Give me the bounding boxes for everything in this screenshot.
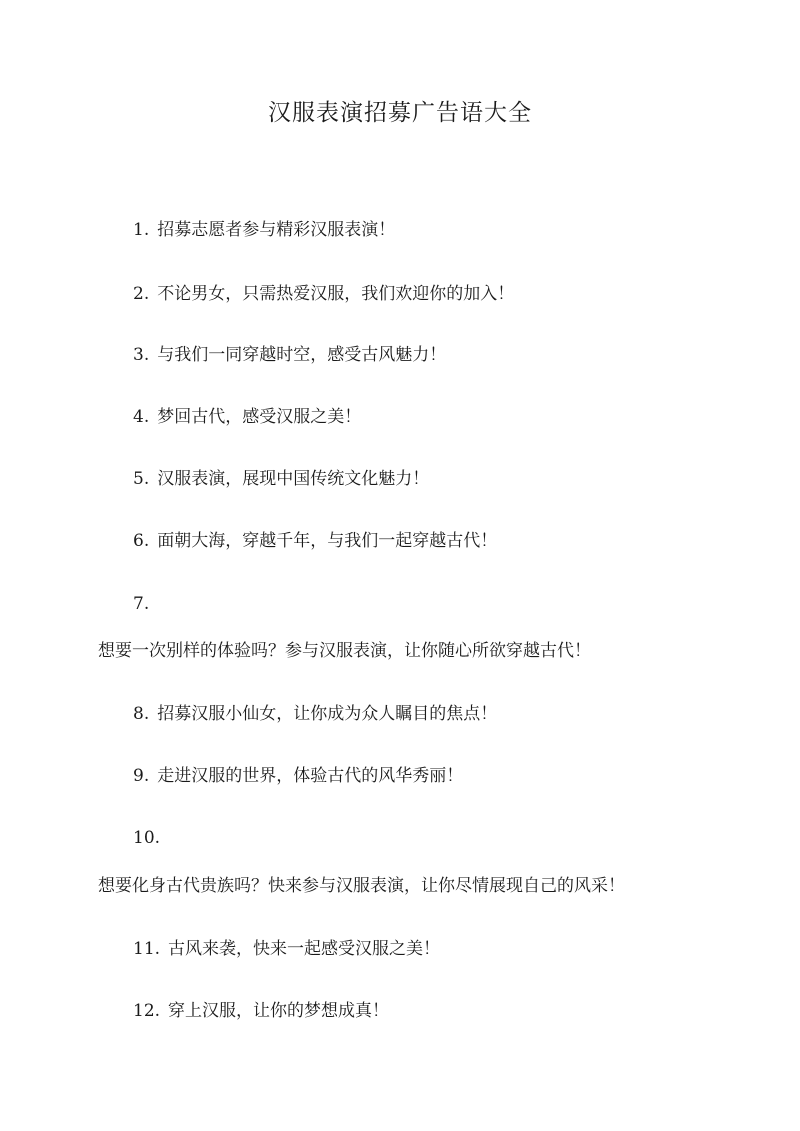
item-number: 8. xyxy=(133,704,150,724)
item-number: 3. xyxy=(133,345,150,365)
list-item xyxy=(133,342,446,368)
item-text: 不论男女，只需热爱汉服，我们欢迎你的加入！ xyxy=(157,284,515,304)
list-item xyxy=(133,763,463,789)
list-item xyxy=(133,701,497,727)
item-number: 1. xyxy=(133,220,150,240)
item-text: 想要化身古代贵族吗？快来参与汉服表演，让你尽情展现自己的风采！ xyxy=(98,876,625,896)
item-text: 招募志愿者参与精彩汉服表演！ xyxy=(157,220,396,240)
list-item xyxy=(133,217,395,243)
item-text: 汉服表演，展现中国传统文化魅力！ xyxy=(157,469,430,489)
document-title: 汉服表演招募广告语大全 xyxy=(268,100,532,126)
item-number: 4. xyxy=(133,407,150,427)
item-text: 梦回古代，感受汉服之美！ xyxy=(157,407,362,427)
item-text: 想要一次别样的体验吗？参与汉服表演，让你随心所欲穿越古代！ xyxy=(98,641,591,661)
list-item xyxy=(133,281,514,307)
list-item xyxy=(133,404,361,430)
item-number: 2. xyxy=(133,284,150,304)
item-text: 招募汉服小仙女，让你成为众人瞩目的焦点！ xyxy=(157,704,498,724)
list-item xyxy=(133,936,440,962)
list-item xyxy=(133,466,429,492)
item-number: 5. xyxy=(133,469,150,489)
item-text: 古风来袭，快来一起感受汉服之美！ xyxy=(168,939,441,959)
item-number: 9. xyxy=(133,766,150,786)
item-text: 穿上汉服，让你的梦想成真！ xyxy=(168,1001,390,1021)
item-text: 面朝大海，穿越千年，与我们一起穿越古代！ xyxy=(157,531,498,551)
item-number: 6. xyxy=(133,531,150,551)
item-number: 12. xyxy=(133,1001,161,1021)
item-number: 10. xyxy=(133,828,161,848)
item-number: 11. xyxy=(133,939,161,959)
item-text: 走进汉服的世界，体验古代的风华秀丽！ xyxy=(157,766,464,786)
item-text: 与我们一同穿越时空，感受古风魅力！ xyxy=(157,345,447,365)
item-number: 7. xyxy=(133,594,150,614)
list-item xyxy=(133,998,389,1024)
list-item xyxy=(133,528,497,554)
